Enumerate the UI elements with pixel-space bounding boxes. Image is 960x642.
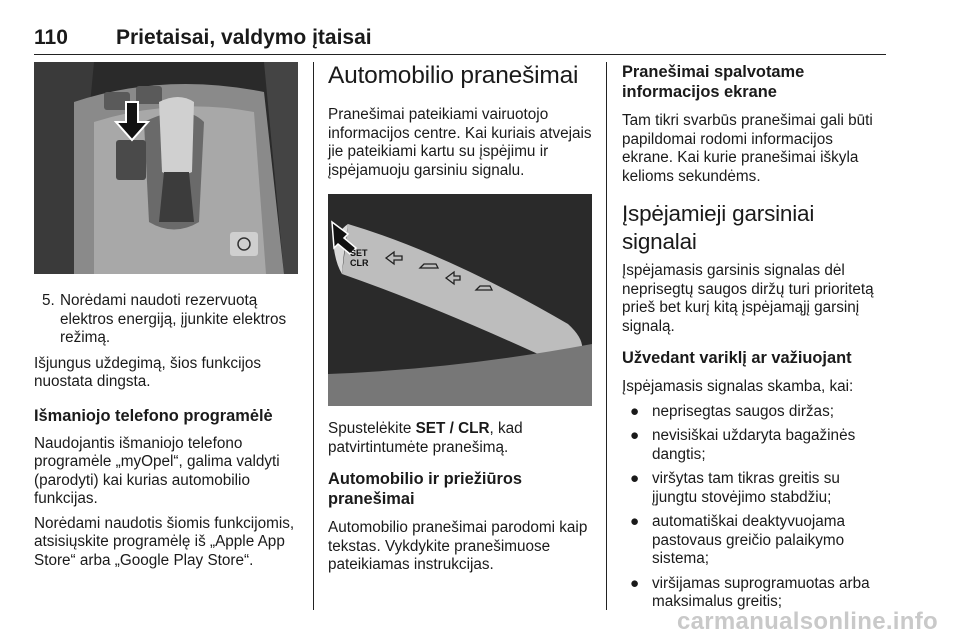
- paragraph: Išjungus uždegimą, šios funkcijos nuostata dingsta.: [34, 354, 262, 390]
- column-middle: [328, 62, 592, 575]
- paragraph: Norėdami naudotis šiomis funkcijomis, atsisiųskite programėlę iš „Apple App Store“ arba „Google Play Store“.: [34, 514, 295, 569]
- paragraph: Pranešimai pateikiami vairuotojo informacijos centre. Kai kuriais atvejais jie pateikiami kartu su įspėjimu ir įspėjamuoju garsiniu signalu.: [328, 106, 592, 179]
- warning-list-item: [622, 575, 888, 612]
- bullet-dot: ●: [630, 513, 640, 530]
- warning-list-item: [622, 470, 888, 507]
- paragraph: Naudojantis išmaniojo telefono programėle „myOpel“, galima valdyti (parodyti) kai kurias automobilio funkcijas.: [34, 434, 280, 507]
- press-suffix: , kad patvirtintumėte pranešimą.: [328, 420, 523, 456]
- warning-list-item-text: nevisiškai uždaryta bagažinės dangtis;: [652, 427, 856, 463]
- step-5: [34, 292, 298, 348]
- paragraph: Įspėjamasis signalas skamba, kai:: [622, 378, 854, 395]
- paragraph: Įspėjamasis garsinis signalas dėl neprisegtų saugos diržų turi prioritetą prieš bet kurį kitą įspėjamąjį garsinį signalą.: [622, 262, 874, 335]
- warning-list-item-text: viršytas tam tikras greitis su įjungtu stovėjimo stabdžiu;: [652, 470, 840, 506]
- page-number: 110: [34, 26, 68, 49]
- bullet-dot: ●: [630, 427, 640, 444]
- warning-list-item: [622, 403, 888, 422]
- paragraph: Automobilio pranešimai parodomi kaip tekstas. Vykdykite pranešimuose pateikiamas instrukcijas.: [328, 519, 588, 573]
- bullet-dot: ●: [630, 402, 640, 420]
- bullet-dot: ●: [630, 574, 640, 592]
- heading-smartphone-app: Išmaniojo telefono programėlė: [34, 406, 273, 425]
- watermark: carmanualsonline.info: [676, 608, 938, 635]
- warning-list-item-text: neprisegtas saugos diržas;: [652, 402, 834, 420]
- warning-list-item-text: viršijamas suprogramuotas arba maksimalus greitis;: [652, 574, 870, 610]
- heading-color-display-messages: Pranešimai spalvotame informacijos ekrane: [622, 63, 805, 101]
- page-title: Prietaisai, valdymo įtaisai: [116, 26, 372, 49]
- step-number: 5.: [42, 292, 55, 309]
- page-header: [34, 4, 886, 55]
- heading-service-messages: Automobilio ir priežiūros pranešimai: [328, 470, 522, 508]
- press-prefix: Spustelėkite: [328, 420, 416, 437]
- set-clr-button-label: SET / CLR: [415, 420, 490, 437]
- gear-selector-image: [34, 62, 298, 274]
- paragraph: Tam tikri svarbūs pranešimai gali būti papildomai rodomi informacijos ekrane. Kai kurie pranešimai iškyla kelioms sekundėms.: [622, 112, 873, 185]
- section-title-warning-chimes: Įspėjamieji garsiniai signalai: [622, 201, 815, 254]
- stalk-set-clr-image: [328, 194, 592, 406]
- warning-list-item: [622, 513, 888, 569]
- column-divider: [313, 62, 314, 610]
- column-divider: [606, 62, 607, 610]
- set-label: SET: [350, 248, 368, 258]
- step-text: Norėdami naudoti rezervuotą elektros energiją, įjunkite elektros režimą.: [60, 292, 287, 346]
- column-right: [622, 62, 888, 618]
- warning-list-item-text: automatiškai deaktyvuojama pastovaus greičio palaikymo sistema;: [652, 513, 846, 567]
- warning-list: [622, 403, 888, 612]
- bullet-dot: ●: [630, 470, 640, 487]
- paragraph-press-set-clr: [328, 420, 592, 457]
- heading-starting-driving: Užvedant variklį ar važiuojant: [622, 349, 852, 367]
- warning-list-item: [622, 427, 888, 464]
- clr-label: CLR: [350, 258, 369, 268]
- column-left: [34, 62, 298, 570]
- section-title: Automobilio pranešimai: [328, 62, 579, 89]
